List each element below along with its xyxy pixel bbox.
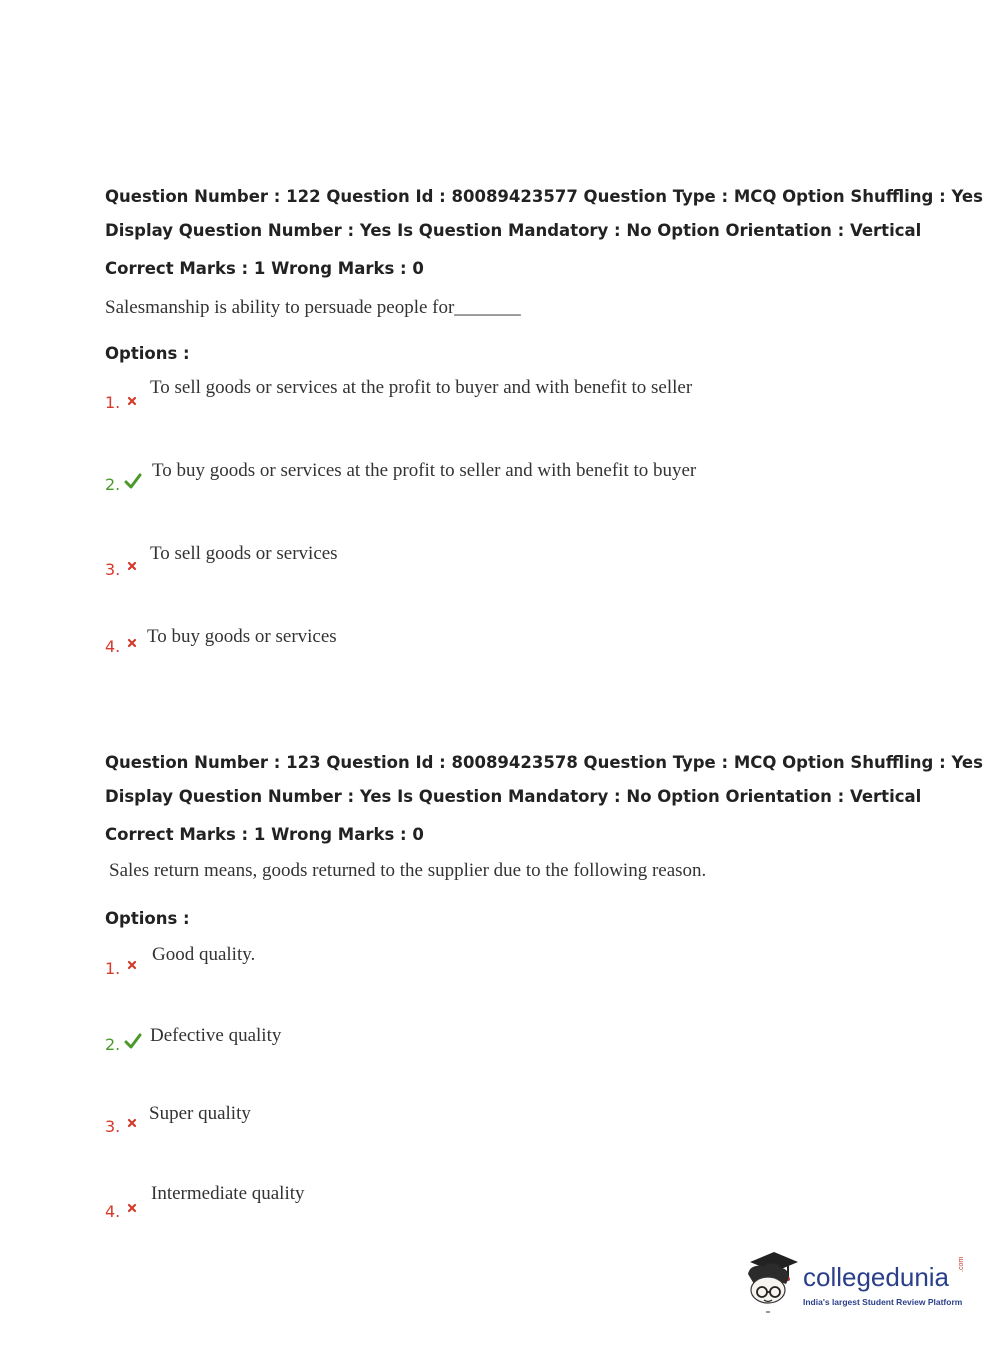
option-text: Super quality <box>149 1103 251 1124</box>
option-number: 1. <box>105 959 121 978</box>
option-number: 4. <box>105 1202 121 1221</box>
question-meta-line1: Question Number : 123 Question Id : 80089423578 Question Type : MCQ Option Shuffling : Yes <box>105 753 983 772</box>
cross-icon <box>127 1203 137 1213</box>
question-text: Salesmanship is ability to persuade people for_______ <box>105 297 521 318</box>
options-label: Options : <box>105 909 190 928</box>
cross-icon <box>127 396 137 406</box>
option-number: 2. <box>105 1035 121 1054</box>
question-meta-line2: Display Question Number : Yes Is Question Mandatory : No Option Orientation : Vertical <box>105 221 922 240</box>
cross-icon <box>127 1118 137 1128</box>
check-icon <box>124 1033 142 1049</box>
cross-icon <box>127 638 137 648</box>
mascot-logo-icon <box>742 1248 802 1320</box>
cross-icon <box>127 960 137 970</box>
brand-dotcom: .com <box>958 1256 965 1272</box>
option-number: 4. <box>105 637 121 656</box>
option-number: 3. <box>105 560 121 579</box>
option-number: 3. <box>105 1117 121 1136</box>
option-text: Good quality. <box>152 944 256 965</box>
option-text: To buy goods or services <box>147 626 337 647</box>
question-text: Sales return means, goods returned to the supplier due to the following reason. <box>109 860 707 881</box>
option-text: Intermediate quality <box>151 1183 305 1204</box>
brand-tagline: India's largest Student Review Platform <box>803 1297 963 1307</box>
question-marks: Correct Marks : 1 Wrong Marks : 0 <box>105 825 424 844</box>
question-meta-line2: Display Question Number : Yes Is Question Mandatory : No Option Orientation : Vertical <box>105 787 922 806</box>
option-text: To sell goods or services at the profit to buyer and with benefit to seller <box>150 377 693 398</box>
brand-name: collegedunia <box>803 1262 950 1292</box>
question-marks: Correct Marks : 1 Wrong Marks : 0 <box>105 259 424 278</box>
option-text: To buy goods or services at the profit to seller and with benefit to buyer <box>152 460 697 481</box>
option-number: 1. <box>105 393 121 412</box>
cross-icon <box>127 561 137 571</box>
option-text: Defective quality <box>150 1025 282 1046</box>
option-text: To sell goods or services <box>150 543 338 564</box>
options-label: Options : <box>105 344 190 363</box>
check-icon <box>124 473 142 489</box>
option-number: 2. <box>105 475 121 494</box>
question-meta-line1: Question Number : 122 Question Id : 80089423577 Question Type : MCQ Option Shuffling : Yes <box>105 187 983 206</box>
